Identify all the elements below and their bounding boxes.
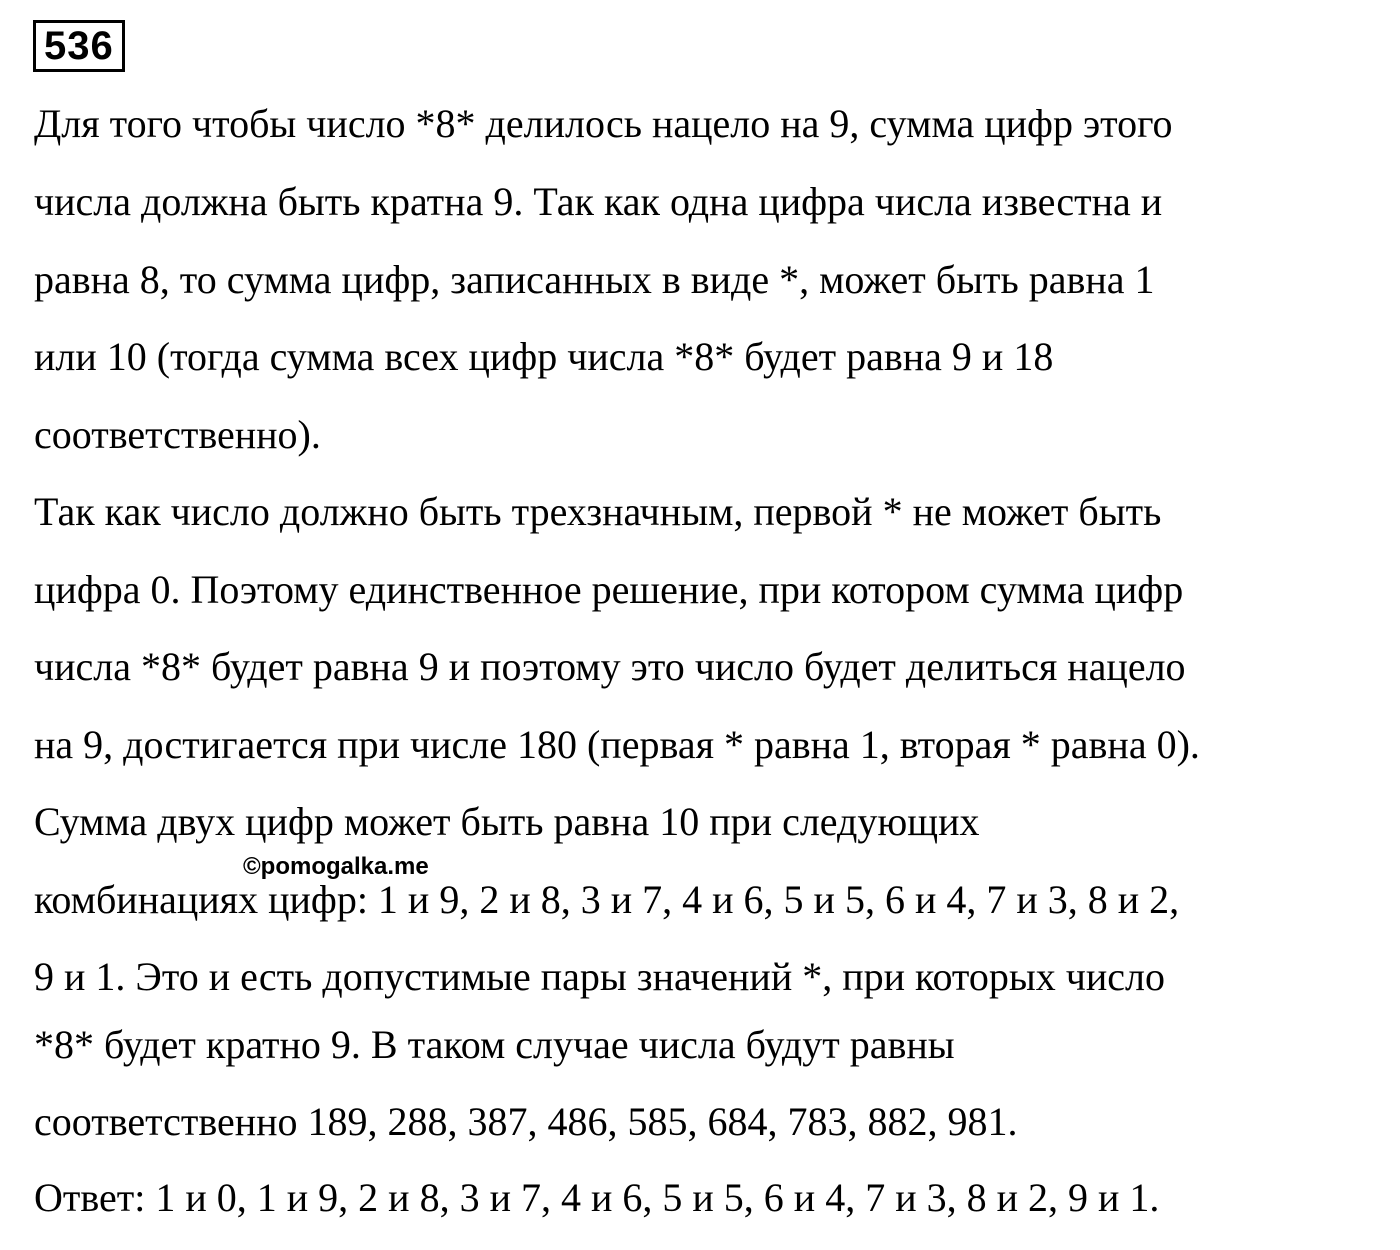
text-line: соответственно). xyxy=(34,412,321,457)
text-line: цифра 0. Поэтому единственное решение, при котором сумма цифр xyxy=(34,567,1184,612)
text-line: равна 8, то сумма цифр, записанных в виде *, может быть равна 1 xyxy=(34,257,1155,302)
text-line: или 10 (тогда сумма всех цифр числа *8* будет равна 9 и 18 xyxy=(34,334,1054,379)
answer-line: Ответ: 1 и 0, 1 и 9, 2 и 8, 3 и 7, 4 и 6, 5 и 5, 6 и 4, 7 и 3, 8 и 2, 9 и 1. xyxy=(34,1175,1160,1220)
text-line: 9 и 1. Это и есть допустимые пары значений *, при которых число xyxy=(34,954,1165,999)
text-line: соответственно 189, 288, 387, 486, 585, 684, 783, 882, 981. xyxy=(34,1099,1018,1144)
text-line: комбинациях цифр: 1 и 9, 2 и 8, 3 и 7, 4 и 6, 5 и 5, 6 и 4, 7 и 3, 8 и 2, xyxy=(34,877,1180,922)
text-line: Сумма двух цифр может быть равна 10 при следующих xyxy=(34,799,980,844)
text-line: *8* будет кратно 9. В таком случае числа будут равны xyxy=(34,1022,955,1067)
text-line: на 9, достигается при числе 180 (первая * равна 1, вторая * равна 0). xyxy=(34,722,1200,767)
problem-number: 536 xyxy=(33,20,125,72)
text-line: числа *8* будет равна 9 и поэтому это число будет делиться нацело xyxy=(34,644,1186,689)
text-line: Так как число должно быть трехзначным, первой * не может быть xyxy=(34,489,1162,534)
text-line: Для того чтобы число *8* делилось нацело на 9, сумма цифр этого xyxy=(34,101,1173,146)
text-line: числа должна быть кратна 9. Так как одна цифра числа известна и xyxy=(34,179,1163,224)
watermark: ©pomogalka.me xyxy=(243,853,429,880)
